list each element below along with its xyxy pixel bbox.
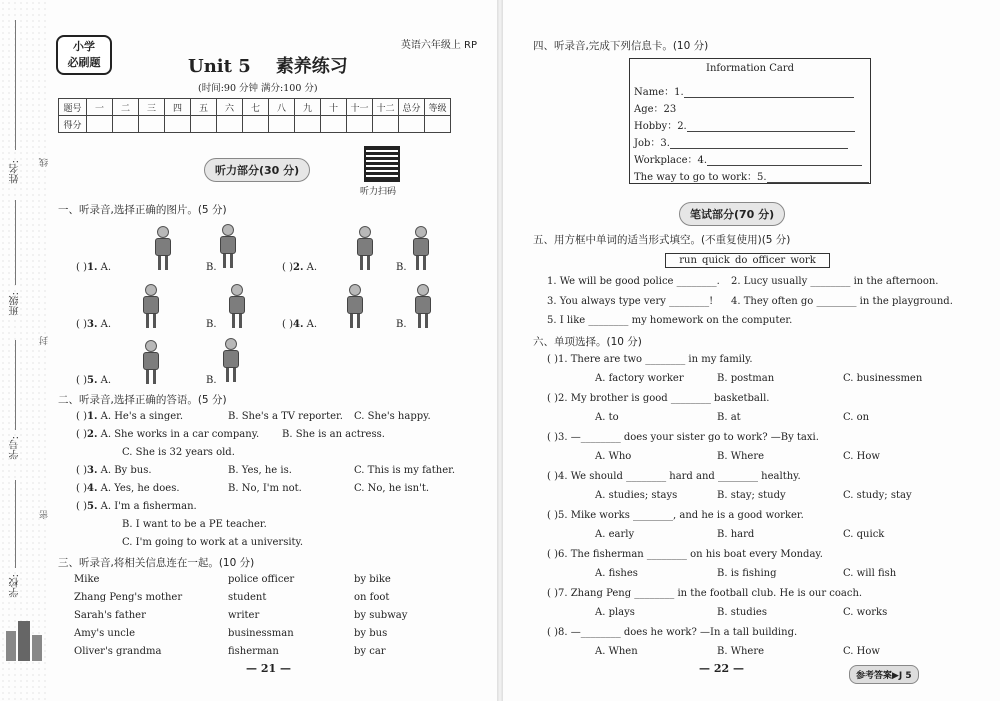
student-id-label: 学号: <box>10 436 21 460</box>
q2-3c: C. This is my father. <box>354 465 455 476</box>
section-4-title: 四、听录音,完成下列信息卡。(10 分) <box>533 40 709 52</box>
information-card <box>629 58 871 184</box>
q2-3: ( )3. A. By bus. <box>76 465 152 476</box>
q1-1: ( )1. A. <box>76 262 112 273</box>
match-job: student <box>228 592 267 603</box>
card-row-workplace: Workplace：4. <box>634 151 862 166</box>
mc-option: B. Where <box>717 646 765 657</box>
fill-1: 1. We will be good police ________. <box>547 276 720 287</box>
picture-1b <box>217 224 239 268</box>
fill-3: 3. You always type very ________! <box>547 296 714 307</box>
strip-line <box>15 200 16 285</box>
mc-option: A. When <box>595 646 638 657</box>
mc-option: C. study; stay <box>843 490 912 501</box>
card-row-job: Job：3. <box>634 134 848 149</box>
word-box: run quick do officer work <box>665 253 830 268</box>
mc-question: ( )4. We should ________ hard and ________ healthy. <box>547 471 801 482</box>
q2-1: ( )1. A. He's a singer. <box>76 411 183 422</box>
mc-option: C. How <box>843 646 880 657</box>
q2-1b: B. She's a TV reporter. <box>228 411 343 422</box>
section-1-title: 一、听录音,选择正确的图片。(5 分) <box>58 204 227 216</box>
card-row-age: Age：23 <box>634 104 677 115</box>
seal-char: 封 <box>40 336 50 345</box>
q2-2c: C. She is 32 years old. <box>122 447 235 458</box>
mc-option: B. stay; study <box>717 490 786 501</box>
match-person: Zhang Peng's mother <box>74 592 183 603</box>
page-number: — 22 — <box>699 662 744 675</box>
picture-4b <box>412 284 434 328</box>
match-transport: by subway <box>354 610 408 621</box>
q1-3b: B. <box>206 319 217 330</box>
picture-5b <box>220 338 242 382</box>
card-row-way: The way to go to work：5. <box>634 168 869 183</box>
section-3-title: 三、听录音,将相关信息连在一起。(10 分) <box>58 557 255 569</box>
score-table-score-row: 得分 <box>59 116 451 133</box>
mc-option: C. on <box>843 412 870 423</box>
q1-4: ( )4. A. <box>282 319 318 330</box>
close-char: 密 <box>40 510 50 519</box>
q1-2b: B. <box>396 262 407 273</box>
mc-question: ( )6. The fisherman ________ on his boat every Monday. <box>547 549 823 560</box>
match-transport: by bus <box>354 628 388 639</box>
fill-5: 5. I like ________ my homework on the computer. <box>547 315 793 326</box>
mc-option: A. early <box>595 529 635 540</box>
mc-option: C. works <box>843 607 888 618</box>
match-job: police officer <box>228 574 295 585</box>
fill-4: 4. They often go ________ in the playground. <box>731 296 953 307</box>
mc-question: ( )3. —________ does your sister go to work? —By taxi. <box>547 432 819 443</box>
picture-4a <box>344 284 366 328</box>
mc-option: A. factory worker <box>595 373 684 384</box>
section-2-title: 二、听录音,选择正确的答语。(5 分) <box>58 394 227 406</box>
q1-5b: B. <box>206 375 217 386</box>
section-5-title: 五、用方框中单词的适当形式填空。(不重复使用)(5 分) <box>533 234 791 246</box>
brand-logo: 小学 必刷题 <box>56 35 112 75</box>
match-person: Amy's uncle <box>74 628 136 639</box>
mc-question: ( )1. There are two ________ in my family. <box>547 354 753 365</box>
mc-option: C. will fish <box>843 568 897 579</box>
q2-4: ( )4. A. Yes, he does. <box>76 483 180 494</box>
mc-option: B. studies <box>717 607 767 618</box>
match-transport: by car <box>354 646 386 657</box>
q2-5: ( )5. A. I'm a fisherman. <box>76 501 197 512</box>
strip-line <box>15 480 16 568</box>
mc-option: B. Where <box>717 451 765 462</box>
mc-option: A. to <box>595 412 619 423</box>
name-label: 姓名: <box>10 160 21 184</box>
writing-section-pill: 笔试部分(70 分) <box>679 202 785 226</box>
mc-question: ( )5. Mike works ________, and he is a good worker. <box>547 510 804 521</box>
picture-1a <box>152 226 174 270</box>
class-label: 班级: <box>10 292 21 316</box>
right-page <box>503 0 1000 701</box>
match-person: Mike <box>74 574 100 585</box>
mc-option: A. fishes <box>595 568 638 579</box>
q1-4b: B. <box>396 319 407 330</box>
match-job: fisherman <box>228 646 279 657</box>
mc-option: A. plays <box>595 607 635 618</box>
binding-strip <box>0 0 50 701</box>
building-decoration-icon <box>4 611 44 661</box>
mc-option: B. is fishing <box>717 568 777 579</box>
card-row-name: Name：1. <box>634 83 854 98</box>
section-6-title: 六、单项选择。(10 分) <box>533 336 642 348</box>
picture-2b <box>410 226 432 270</box>
match-job: businessman <box>228 628 294 639</box>
mc-option: A. studies; stays <box>595 490 678 501</box>
q2-4c: C. No, he isn't. <box>354 483 430 494</box>
q1-5: ( )5. A. <box>76 375 112 386</box>
grade-label: 英语六年级上 RP <box>400 40 477 51</box>
answer-reference-tag: 参考答案▶J 5 <box>849 665 919 684</box>
match-transport: by bike <box>354 574 391 585</box>
left-page <box>0 0 497 701</box>
unit-title: Unit 5 素养练习 <box>188 56 348 77</box>
strip-line <box>15 20 16 150</box>
match-transport: on foot <box>354 592 390 603</box>
qr-code-icon <box>364 146 400 182</box>
picture-3a <box>140 284 162 328</box>
page-number: — 21 — <box>246 662 291 675</box>
listening-section-pill: 听力部分(30 分) <box>204 158 310 182</box>
strip-line <box>15 340 16 430</box>
score-table <box>58 98 451 133</box>
q1-1b: B. <box>206 262 217 273</box>
qr-label: 听力扫码 <box>360 187 397 197</box>
mc-option: B. at <box>717 412 741 423</box>
q2-3b: B. Yes, he is. <box>228 465 292 476</box>
q1-3: ( )3. A. <box>76 319 112 330</box>
picture-2a <box>354 226 376 270</box>
picture-5a <box>140 340 162 384</box>
mc-option: B. hard <box>717 529 755 540</box>
q2-2: ( )2. A. She works in a car company. <box>76 429 260 440</box>
mc-question: ( )7. Zhang Peng ________ in the football club. He is our coach. <box>547 588 863 599</box>
cut-line-char: 线 <box>40 158 50 167</box>
match-person: Sarah's father <box>74 610 146 621</box>
mc-option: A. Who <box>595 451 632 462</box>
mc-question: ( )8. —________ does he work? —In a tall building. <box>547 627 798 638</box>
q2-5b: B. I want to be a PE teacher. <box>122 519 267 530</box>
mc-option: C. businessmen <box>843 373 923 384</box>
match-job: writer <box>228 610 260 621</box>
match-person: Oliver's grandma <box>74 646 162 657</box>
picture-3b <box>226 284 248 328</box>
q2-1c: C. She's happy. <box>354 411 431 422</box>
school-label: 学校: <box>10 574 21 598</box>
mc-option: B. postman <box>717 373 775 384</box>
fill-2: 2. Lucy usually ________ in the afternoon. <box>731 276 939 287</box>
card-title: Information Card <box>706 63 794 74</box>
score-table-header-row: 题号 一 二 三 四 五 六 七 八 九 十 十一 十二 总分 等级 <box>59 99 451 116</box>
time-score-info: (时间:90 分钟 满分:100 分) <box>198 83 318 94</box>
mc-question: ( )2. My brother is good ________ basketball. <box>547 393 770 404</box>
q2-2b: B. She is an actress. <box>282 429 385 440</box>
mc-option: C. quick <box>843 529 885 540</box>
q1-2: ( )2. A. <box>282 262 318 273</box>
card-row-hobby: Hobby：2. <box>634 117 855 132</box>
mc-option: C. How <box>843 451 880 462</box>
q2-4b: B. No, I'm not. <box>228 483 302 494</box>
q2-5c: C. I'm going to work at a university. <box>122 537 304 548</box>
